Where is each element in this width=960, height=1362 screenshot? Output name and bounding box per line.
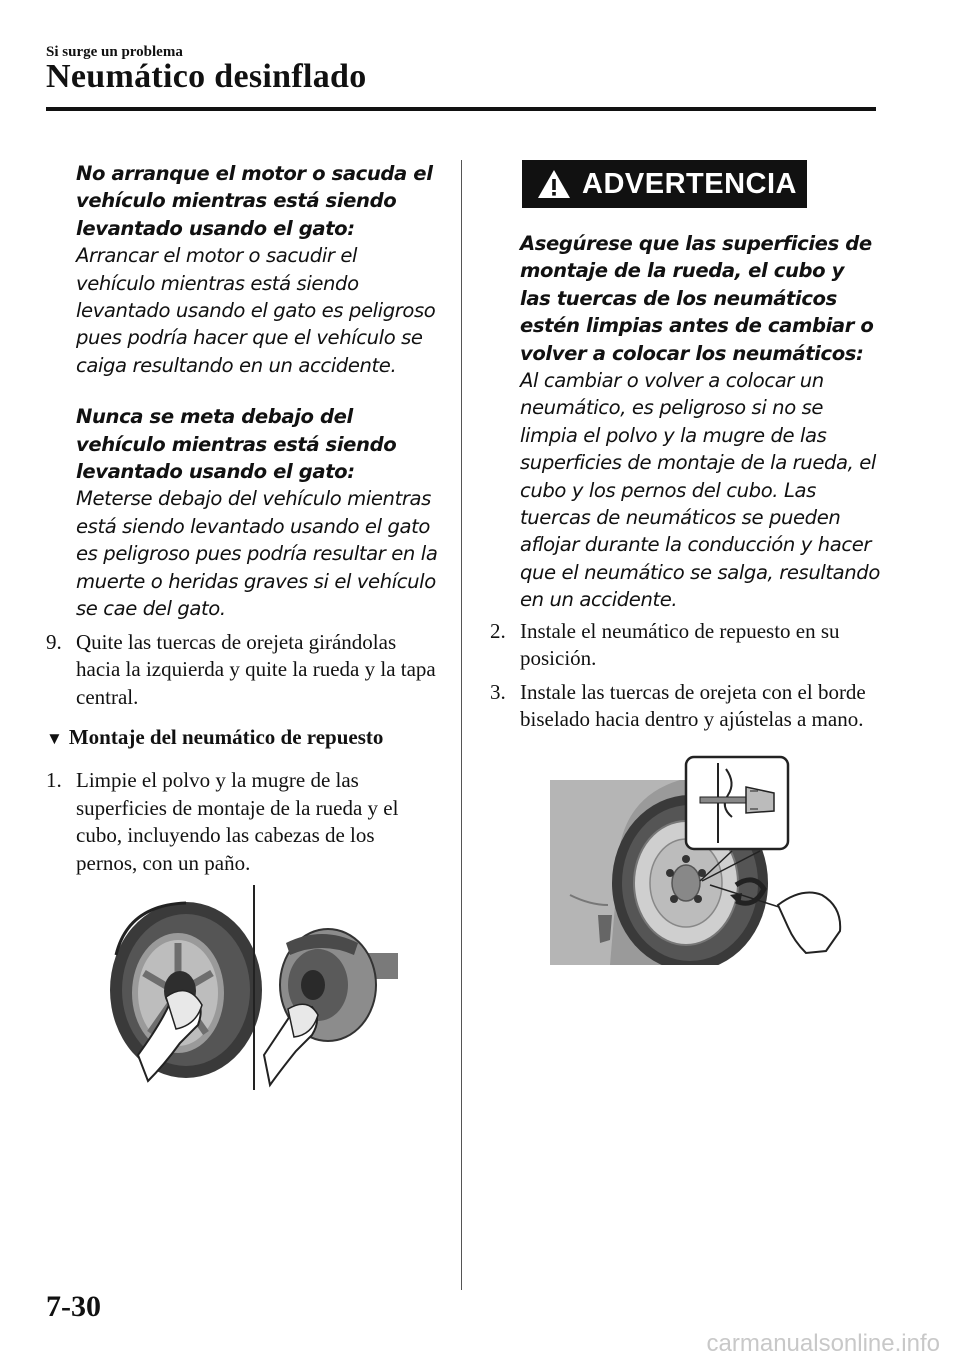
install-lug-nuts-illustration — [550, 755, 850, 965]
watermark: carmanualsonline.info — [706, 1330, 940, 1357]
warning-body: Arrancar el motor o sacudir el vehículo mientras está siendo levantado usando el gato es peligroso pues podría hacer que el vehículo se caiga resultando en un accidente. — [76, 244, 436, 377]
step-text: Instale las tuercas de orejeta con el borde biselado hacia dentro y ajústelas a mano. — [520, 679, 866, 732]
step-text: Quite las tuercas de orejeta girándolas hacia la izquierda y quite la rueda y la tapa central. — [76, 629, 436, 709]
warning-body: Meterse debajo del vehículo mientras está siendo levantado usando el gato es peligroso pues podría resultar en la muerte o heridas graves si el vehículo se cae del gato. — [76, 487, 438, 621]
triangle-marker-icon: ▼ — [46, 729, 63, 748]
page-number: 7-30 — [46, 1290, 101, 1323]
step-3 — [490, 679, 880, 734]
step-number: 3. — [490, 679, 506, 704]
step-9 — [46, 629, 438, 712]
step-number: 2. — [490, 618, 506, 643]
badge-label: ADVERTENCIA — [582, 167, 797, 200]
warning-title: Nunca se meta debajo del vehículo mientras está siendo levantado usando el gato: — [76, 405, 397, 484]
step-2 — [490, 618, 880, 673]
clean-wheel-hub-illustration — [108, 885, 408, 1090]
section-title: Si surge un problema — [46, 44, 183, 60]
step-text: Instale el neumático de repuesto en su posición. — [520, 618, 840, 671]
step-text: Limpie el polvo y la mugre de las superficies de montaje de la rueda y el cubo, incluyendo las cabezas de los pernos, con un paño. — [76, 768, 399, 875]
step-number: 1. — [46, 768, 62, 792]
warning-triangle-icon — [536, 168, 572, 200]
page-title: Neumático desinflado — [46, 58, 367, 95]
right-column — [490, 160, 880, 734]
header-rule — [46, 107, 876, 111]
column-divider — [461, 160, 462, 1290]
warning-no-start-engine — [46, 160, 438, 623]
warning-clean-surfaces — [490, 230, 880, 614]
step-1 — [46, 767, 438, 877]
subheading — [46, 723, 438, 753]
warning-title: Asegúrese que las superficies de montaje de la rueda, el cubo y las tuercas de los neumáticos estén limpias antes de cambiar o volver a colocar los neumáticos: — [520, 232, 874, 365]
warning-title: No arranque el motor o sacuda el vehículo mientras está siendo levantado usando el gato: — [76, 162, 433, 240]
warning-body: Al cambiar o volver a colocar un neumático, es peligroso si no se limpia el polvo y la mugre de las superficies de montaje de la rueda, el cubo y los pernos del cubo. Las tuercas de neumáticos se pueden aflojar durante la conducción y hacer que el neumático se salga, resultando en un accidente. — [520, 369, 880, 612]
advertencia-badge — [522, 160, 807, 208]
subheading-text: Montaje del neumático de repuesto — [68, 725, 384, 749]
left-column — [46, 160, 438, 877]
step-number: 9. — [46, 629, 62, 654]
